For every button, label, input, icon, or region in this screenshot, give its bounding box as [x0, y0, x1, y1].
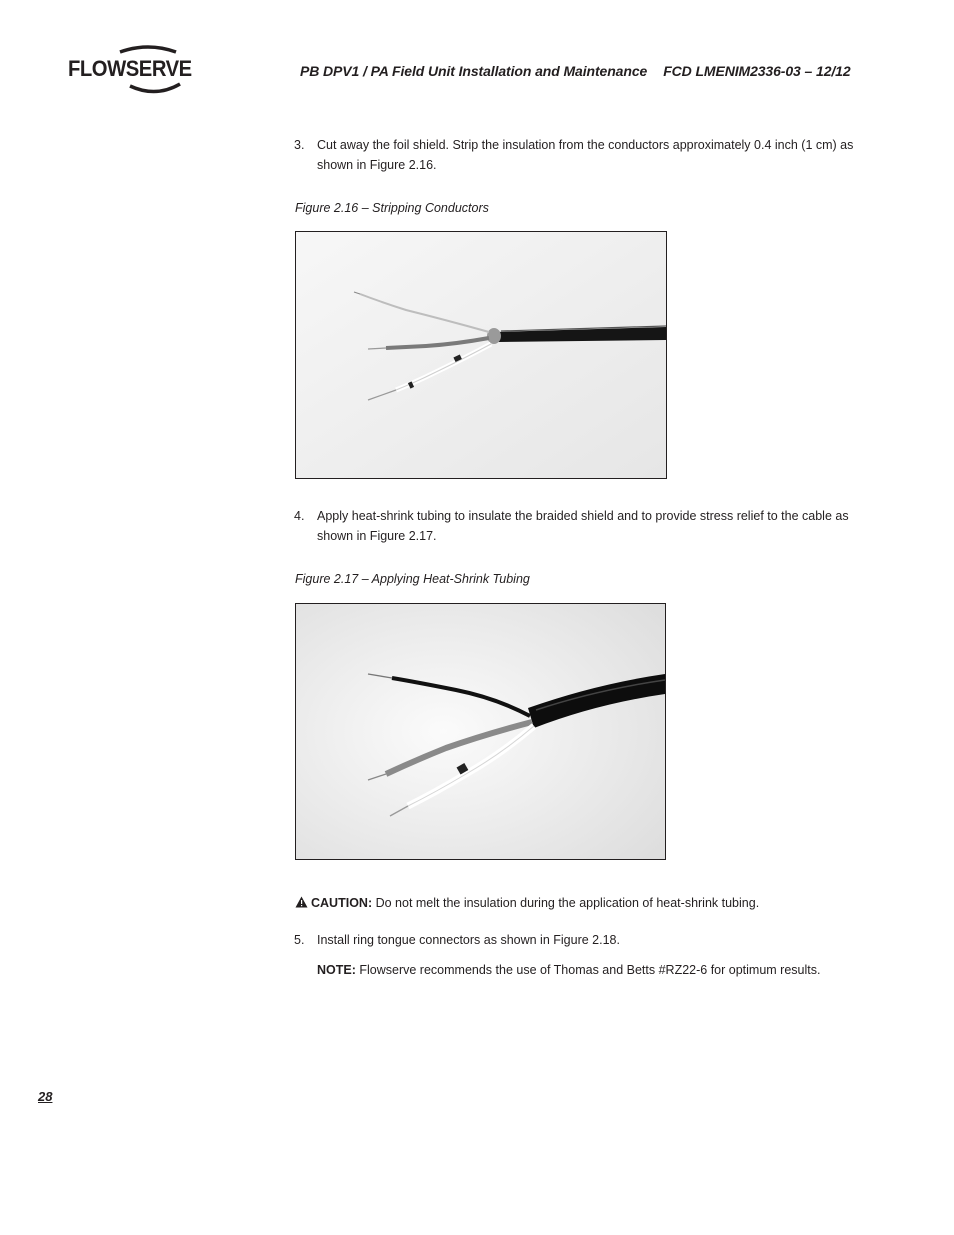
flowserve-logo — [68, 44, 208, 96]
step-text: Apply heat-shrink tubing to insulate the braided shield and to provide stress relief to the cable as shown in Figure 2.17. — [317, 509, 849, 543]
note-label: NOTE: — [317, 963, 356, 977]
document-title: PB DPV1 / PA Field Unit Installation and Maintenance — [300, 63, 648, 79]
caution-notice — [295, 895, 759, 911]
heat-shrink-cable-photo — [296, 604, 665, 859]
step-text: Install ring tongue connectors as shown in Figure 2.18. — [317, 933, 620, 947]
figure-caption: Figure 2.16 – Stripping Conductors — [295, 201, 489, 215]
page-number: 28 — [38, 1089, 53, 1104]
step-5 — [294, 931, 854, 951]
figure-caption: Figure 2.17 – Applying Heat-Shrink Tubing — [295, 572, 530, 586]
document-header — [300, 63, 851, 79]
logo-wordmark: FLOWSERVE — [68, 56, 192, 81]
step-number: 5. — [294, 933, 305, 947]
document-code: FCD LMENIM2336-03 – 12/12 — [663, 63, 851, 79]
figure-stripping-conductors — [295, 231, 667, 479]
step-number: 3. — [294, 138, 305, 152]
step-text: Cut away the foil shield. Strip the insulation from the conductors approximately 0.4 inch (1 cm) as shown in Figure 2.16. — [317, 138, 854, 172]
caution-text: Do not melt the insulation during the application of heat-shrink tubing. — [375, 896, 760, 910]
step-4 — [294, 507, 854, 546]
note-text: Flowserve recommends the use of Thomas and Betts #RZ22-6 for optimum results. — [359, 963, 821, 977]
step-number: 4. — [294, 509, 305, 523]
stripped-cable-photo — [296, 232, 666, 478]
note — [317, 963, 820, 977]
figure-heat-shrink-tubing — [295, 603, 666, 860]
step-3 — [294, 136, 854, 175]
caution-label: CAUTION: — [311, 896, 373, 910]
warning-triangle-icon — [295, 895, 311, 911]
